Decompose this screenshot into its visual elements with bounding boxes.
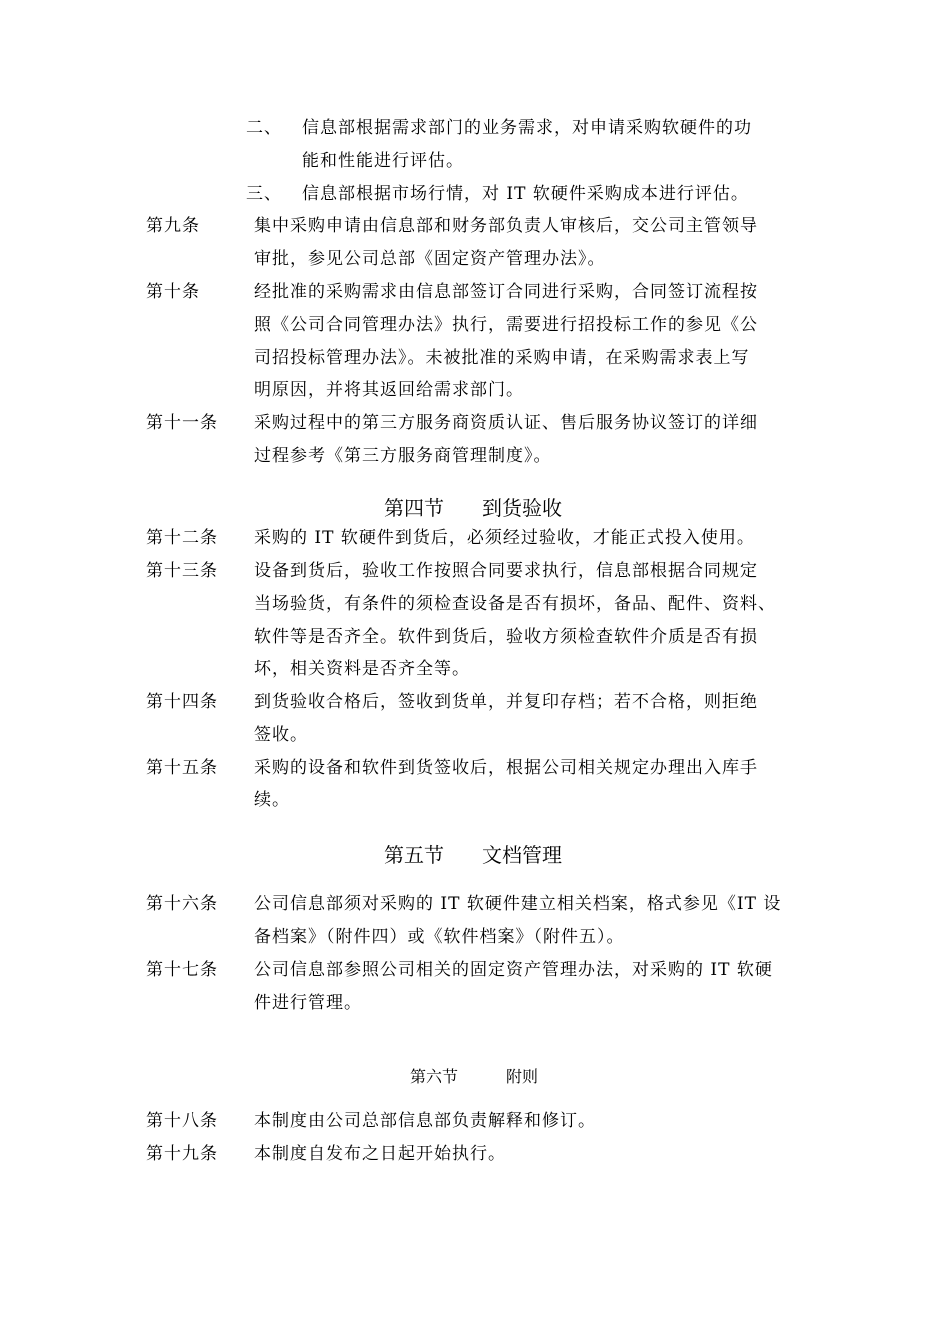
article-13-line2: 当场验货，有条件的须检查设备是否有损坏，备品、配件、资料、	[254, 594, 776, 614]
section-4-title: 到货验收	[482, 496, 562, 520]
article-9-label: 第九条	[146, 216, 200, 236]
section-6-title: 附则	[506, 1067, 539, 1086]
article-18-label: 第十八条	[146, 1111, 218, 1131]
item2-number: 二、	[246, 118, 282, 138]
article-10-line4: 明原因，并将其返回给需求部门。	[254, 380, 524, 400]
article-15-label: 第十五条	[146, 758, 218, 778]
section-4-number: 第四节	[384, 496, 444, 520]
article-9-line1: 集中采购申请由信息部和财务部负责人审核后，交公司主管领导	[254, 216, 758, 236]
article-13-line4: 坏，相关资料是否齐全等。	[254, 659, 470, 679]
article-14-line1: 到货验收合格后，签收到货单，并复印存档；若不合格，则拒绝	[254, 692, 758, 712]
article-17-line2: 件进行管理。	[254, 993, 362, 1013]
item2-text-line2: 能和性能进行评估。	[302, 151, 464, 171]
item2-text-line1: 信息部根据需求部门的业务需求，对申请采购软硬件的功	[302, 118, 752, 138]
article-13-label: 第十三条	[146, 561, 218, 581]
article-10-line3: 司招投标管理办法》。未被批准的采购申请，在采购需求表上写	[254, 348, 750, 368]
article-11-label: 第十一条	[146, 413, 218, 433]
section-5-number: 第五节	[384, 843, 444, 867]
article-11-line2: 过程参考《第三方服务商管理制度》。	[254, 446, 552, 466]
item3-text-line1: 信息部根据市场行情，对 IT 软硬件采购成本进行评估。	[302, 184, 749, 204]
article-12-label: 第十二条	[146, 528, 218, 548]
article-17-line1: 公司信息部参照公司相关的固定资产管理办法，对采购的 IT 软硬	[254, 960, 773, 980]
article-16-label: 第十六条	[146, 894, 218, 914]
section-6-number: 第六节	[410, 1067, 459, 1086]
article-13-line1: 设备到货后，验收工作按照合同要求执行，信息部根据合同规定	[254, 561, 758, 581]
article-17-label: 第十七条	[146, 960, 218, 980]
article-13-line3: 软件等是否齐全。软件到货后，验收方须检查软件介质是否有损	[254, 627, 758, 647]
section-5-title: 文档管理	[482, 843, 562, 867]
article-19-label: 第十九条	[146, 1144, 218, 1164]
article-15-line2: 续。	[254, 790, 290, 810]
article-16-line2: 备档案》（附件四）或《软件档案》（附件五）。	[254, 927, 625, 947]
article-10-label: 第十条	[146, 282, 200, 302]
article-10-line1: 经批准的采购需求由信息部签订合同进行采购，合同签订流程按	[254, 282, 758, 302]
item3-number: 三、	[246, 184, 282, 204]
article-14-label: 第十四条	[146, 692, 218, 712]
article-12-line1: 采购的 IT 软硬件到货后，必须经过验收，才能正式投入使用。	[254, 528, 755, 548]
article-10-line2: 照《公司合同管理办法》执行，需要进行招投标工作的参见《公	[254, 315, 758, 335]
article-19-line1: 本制度自发布之日起开始执行。	[254, 1144, 506, 1164]
article-11-line1: 采购过程中的第三方服务商资质认证、售后服务协议签订的详细	[254, 413, 758, 433]
article-14-line2: 签收。	[254, 725, 308, 745]
article-18-line1: 本制度由公司总部信息部负责解释和修订。	[254, 1111, 596, 1131]
article-15-line1: 采购的设备和软件到货签收后，根据公司相关规定办理出入库手	[254, 758, 758, 778]
article-16-line1: 公司信息部须对采购的 IT 软硬件建立相关档案，格式参见《IT 设	[254, 894, 782, 914]
article-9-line2: 审批，参见公司总部《固定资产管理办法》。	[254, 249, 606, 269]
